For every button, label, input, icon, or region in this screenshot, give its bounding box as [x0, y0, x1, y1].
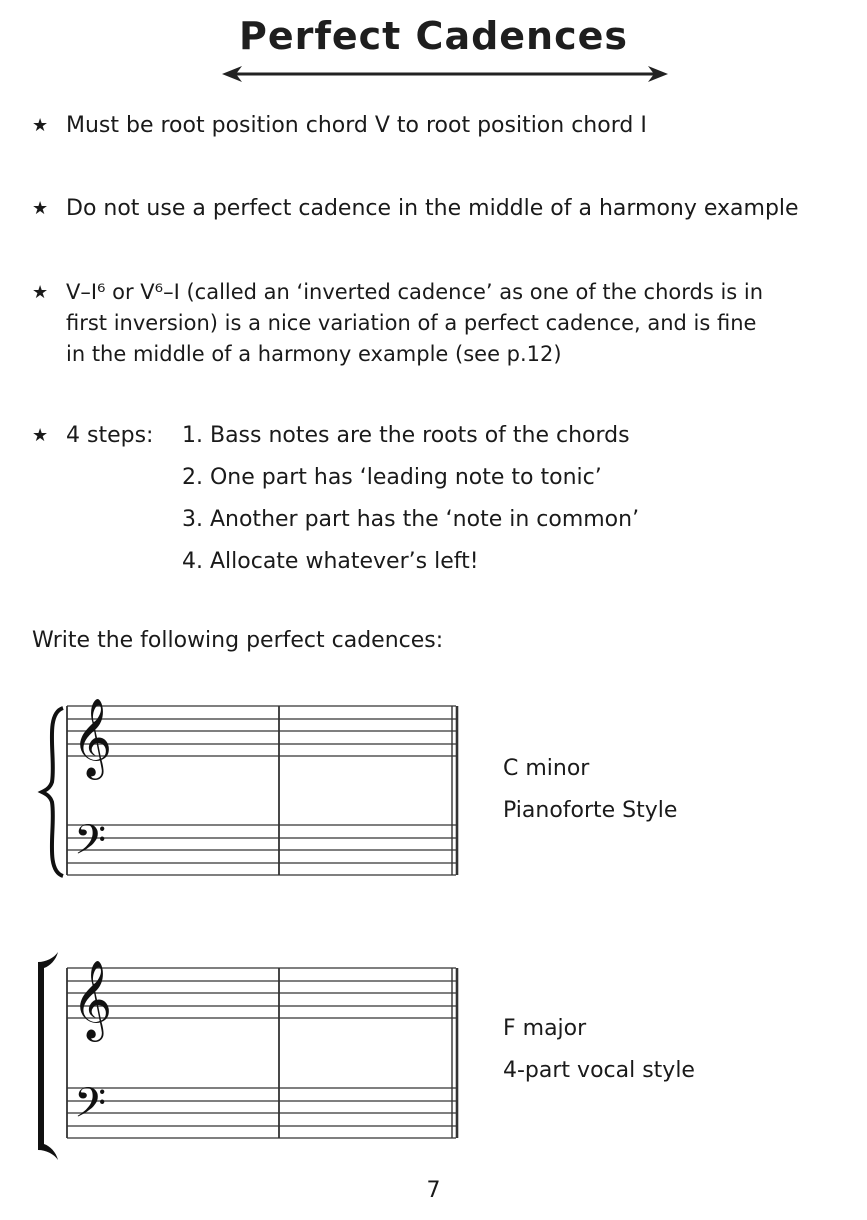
bullet-line: in the middle of a harmony example (see p.12)	[66, 342, 562, 366]
step-item: 1. Bass notes are the roots of the chords	[182, 423, 630, 448]
step-item: 2. One part has ‘leading note to tonic’	[182, 465, 602, 490]
exercise-instruction: Write the following perfect cadences:	[32, 628, 444, 653]
bullet-line: V–I⁶ or V⁶–I (called an ‘inverted cadence’ as one of the chords is in	[66, 280, 764, 304]
bass-clef-icon: 𝄢	[74, 1079, 107, 1137]
step-item: 3. Another part has the ‘note in common’	[182, 507, 640, 532]
style-label: 4-part vocal style	[503, 1058, 695, 1083]
treble-clef-icon: 𝄞	[72, 698, 113, 777]
double-arrow-underline	[220, 62, 670, 86]
system-2-labels	[503, 1008, 695, 1092]
steps-label: 4 steps:	[66, 423, 154, 448]
bass-clef-icon: 𝄢	[74, 816, 107, 874]
grand-staff-system-2[interactable]	[30, 940, 470, 1170]
star-icon: ★	[32, 425, 49, 446]
page-title: Perfect Cadences	[238, 14, 629, 58]
treble-clef-icon: 𝄞	[72, 960, 113, 1039]
grand-staff-system-1[interactable]	[30, 680, 470, 880]
bullet-text: Must be root position chord V to root position chord I	[66, 113, 647, 138]
bullet-text: Do not use a perfect cadence in the middle of a harmony example	[66, 196, 799, 221]
step-item: 4. Allocate whatever’s left!	[182, 549, 479, 574]
curly-brace-icon	[42, 708, 63, 876]
bullet-text-block	[66, 277, 763, 370]
key-label: F major	[503, 1016, 587, 1041]
bullet-line: first inversion) is a nice variation of a perfect cadence, and is fine	[66, 311, 757, 335]
page-number: 7	[426, 1178, 441, 1203]
star-icon: ★	[32, 115, 49, 136]
star-icon: ★	[32, 198, 49, 219]
style-label: Pianoforte Style	[503, 798, 678, 823]
steps-list	[182, 420, 639, 588]
key-label: C minor	[503, 756, 590, 781]
square-bracket-icon	[38, 952, 58, 1160]
steps-bullet	[32, 420, 732, 590]
star-icon: ★	[32, 282, 49, 303]
system-1-labels	[503, 748, 677, 832]
